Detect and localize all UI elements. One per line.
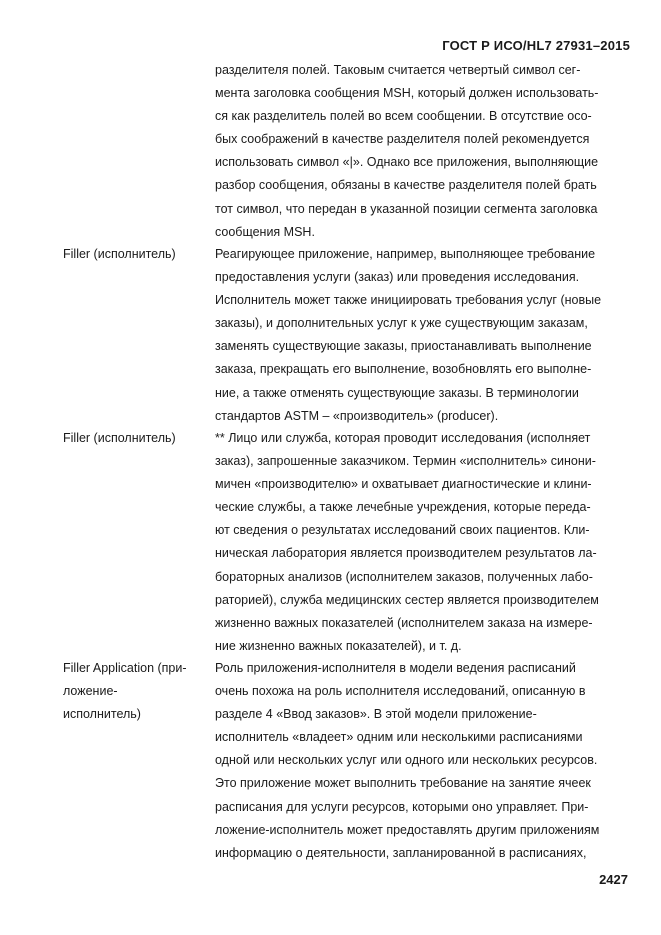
definition-line: разделителя полей. Таковым считается четвертый символ сег-	[215, 63, 581, 77]
definition-line: ние жизненно важных показателей), и т. д.	[215, 638, 462, 653]
definition-line: ническая лаборатория является производителем результатов ла-	[215, 546, 597, 561]
definition-filler-application	[215, 657, 599, 865]
definition-line: Реагирующее приложение, например, выполняющее требование	[215, 247, 596, 261]
term-filler-application	[63, 657, 203, 726]
definition-filler-1	[215, 243, 601, 428]
term-filler-1	[63, 243, 203, 266]
definition-line: исполнитель «владеет» одним или несколькими расписаниями	[215, 730, 583, 745]
definition-line: Роль приложения-исполнителя в модели ведения расписаний	[215, 661, 576, 675]
term-line: Filler Application (при-	[63, 661, 187, 675]
term-line: исполнитель)	[63, 707, 141, 722]
term-line: Filler (исполнитель)	[63, 247, 176, 261]
definition-line: ** Лицо или служба, которая проводит исследования (исполняет	[215, 431, 591, 445]
definition-line: ложение-исполнитель может предоставлять другим приложениям	[215, 822, 600, 837]
definition-line: заказ), запрошенные заказчиком. Термин «исполнитель» синони-	[215, 454, 596, 469]
definition-line: ческие службы, а также лечебные учреждения, которые переда-	[215, 500, 591, 515]
definition-line: жизненно важных показателей (исполнителем заказа на измере-	[215, 615, 593, 630]
definition-line: очень похожа на роль исполнителя исследований, описанную в	[215, 684, 586, 699]
definition-line: заказы), и дополнительных услуг к уже существующим заказам,	[215, 316, 588, 331]
definition-line: заказа, прекращать его выполнение, возобновлять его выполне-	[215, 362, 592, 377]
definition-line: разбор сообщения, обязаны в качестве разделителя полей брать	[215, 178, 597, 193]
definition-filler-2	[215, 427, 599, 658]
definition-line: мичен «производителю» и охватывает диагностические и клини-	[215, 477, 592, 492]
definition-line: раторией), служба медицинских сестер является производителем	[215, 592, 599, 607]
document-header: ГОСТ Р ИСО/HL7 27931–2015	[442, 38, 630, 53]
term-line: ложение-	[63, 684, 118, 699]
definition-line: сообщения MSH.	[215, 224, 315, 239]
page-number: 2427	[599, 872, 628, 887]
definition-line: ют сведения о результатах исследований своих пациентов. Кли-	[215, 523, 590, 538]
definition-line: ние, а также отменять существующие заказы. В терминологии	[215, 385, 579, 400]
definition-line: Исполнитель может также инициировать требования услуг (новые	[215, 293, 602, 308]
definition-line: бых соображений в качестве разделителя полей рекомендуется	[215, 132, 590, 147]
definition-line: информацию о деятельности, запланированной в расписаниях,	[215, 845, 587, 860]
definition-line: бораторных анализов (исполнителем заказов, полученных лабо-	[215, 569, 593, 584]
definition-continuation	[215, 59, 598, 244]
definition-line: ся как разделитель полей во всем сообщении. В отсутствие осо-	[215, 109, 592, 124]
definition-line: разделе 4 «Ввод заказов». В этой модели приложение-	[215, 707, 537, 722]
definition-line: стандартов ASTM – «производитель» (producer).	[215, 408, 499, 423]
term-line: Filler (исполнитель)	[63, 431, 176, 445]
term-filler-2	[63, 427, 203, 450]
definition-line: заменять существующие заказы, приостанавливать выполнение	[215, 339, 592, 354]
definition-line: предоставления услуги (заказ) или проведения исследования.	[215, 270, 580, 285]
definition-line: расписания для услуги ресурсов, которыми оно управляет. При-	[215, 799, 589, 814]
definition-line: тот символ, что передан в указанной позиции сегмента заголовка	[215, 201, 598, 216]
definition-line: Это приложение может выполнить требование на занятие ячеек	[215, 776, 591, 791]
definition-line: мента заголовка сообщения MSH, который должен использовать-	[215, 86, 599, 101]
definition-line: использовать символ «|». Однако все приложения, выполняющие	[215, 155, 599, 170]
definition-line: одной или нескольких услуг или одного или нескольких ресурсов.	[215, 753, 598, 768]
